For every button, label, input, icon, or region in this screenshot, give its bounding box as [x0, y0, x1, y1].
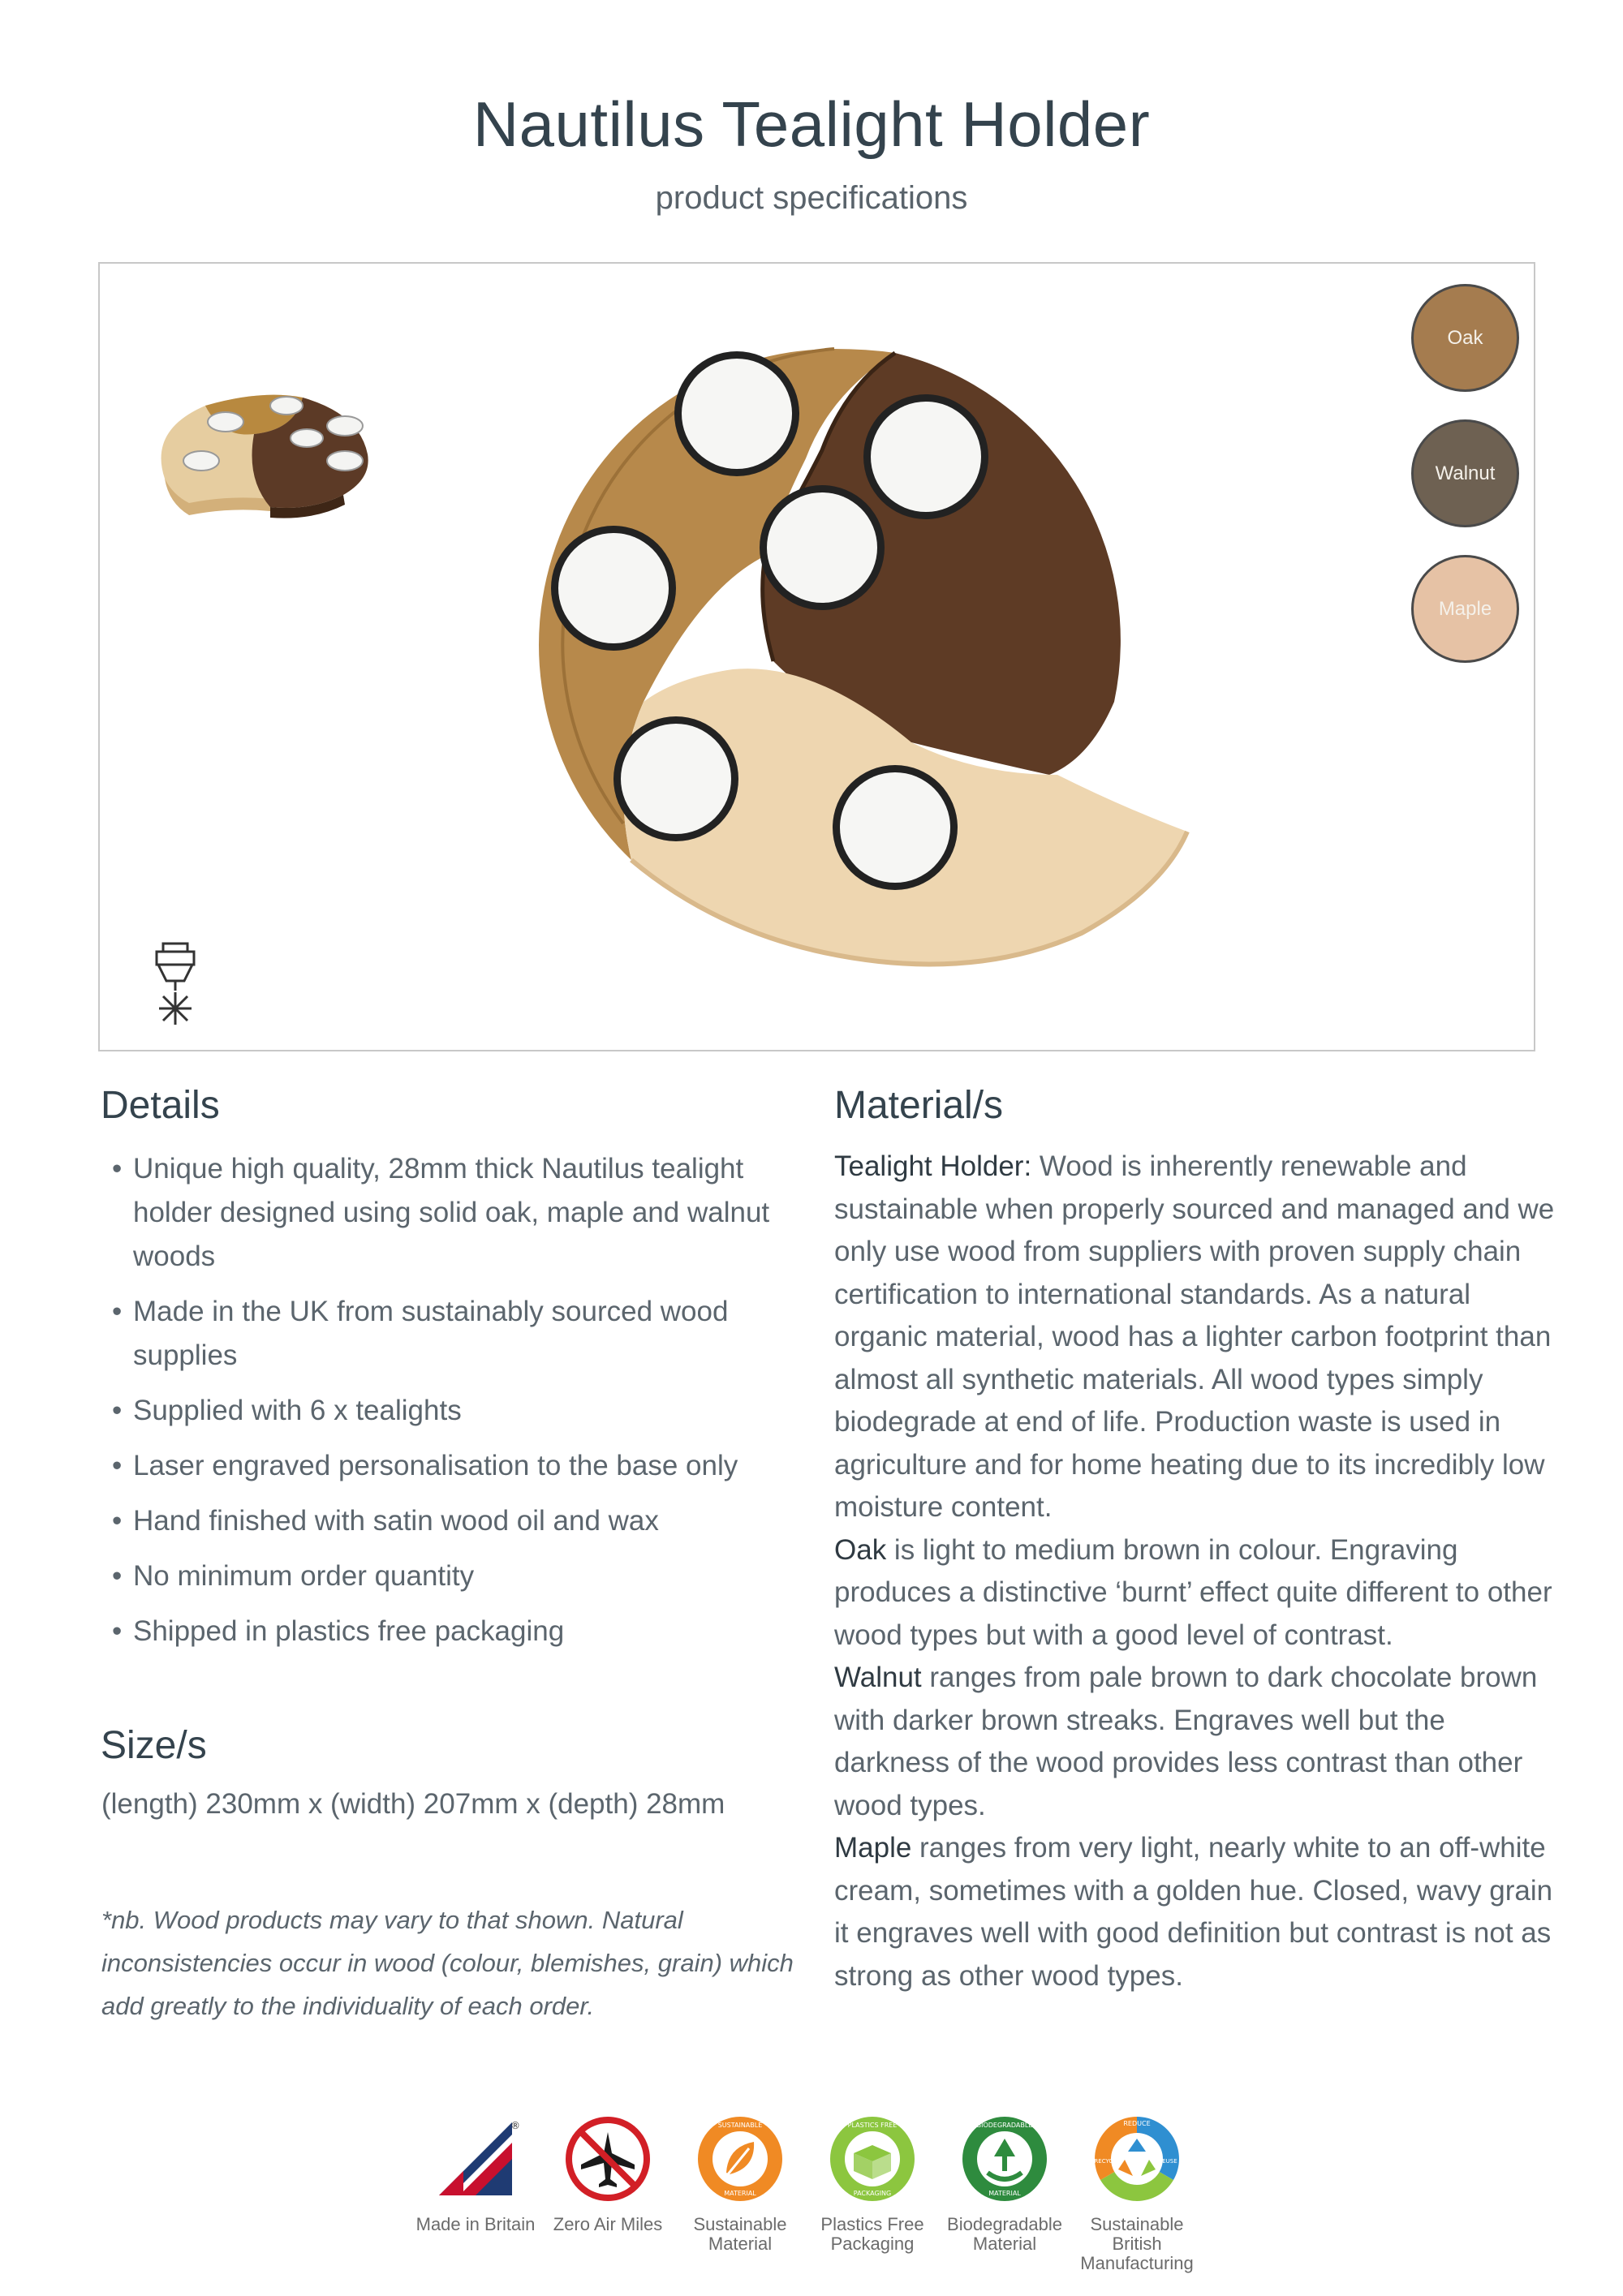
badge-plastics-free-packaging — [803, 2114, 941, 2254]
product-main-image — [489, 320, 1285, 1051]
badge-ring-text: PACKAGING — [853, 2190, 892, 2197]
badge-label: Plastics Free Packaging — [820, 2214, 924, 2254]
badge-ring-text: PLASTICS FREE — [847, 2122, 898, 2129]
badge-sustainable-material — [671, 2114, 809, 2254]
badge-ring-text: SUSTAINABLE — [717, 2122, 763, 2129]
product-thumbnail — [132, 357, 400, 519]
wood-variation-note: *nb. Wood products may vary to that shown. Natural inconsistencies occur in wood (colour, blemishes, grain) which add greatly to the individuality of each order. — [101, 1906, 794, 2020]
product-photo-frame — [98, 262, 1535, 1051]
swatch-maple-label: Maple — [1438, 597, 1492, 620]
tealight — [833, 765, 958, 890]
svg-text:®: ® — [510, 2120, 520, 2131]
material-lead: Oak — [834, 1533, 887, 1566]
list-item: • Unique high quality, 28mm thick Nautilus tealight holder designed using solid oak, maple and walnut woods — [112, 1147, 826, 1279]
tealight — [760, 485, 885, 610]
material-paragraph: Maple ranges from very light, nearly white to an off-white cream, sometimes with a golden hue. Closed, wavy grain it engraves well with good definition but contrast is not as strong as other wood types. — [834, 1832, 1553, 1992]
list-item: • Hand finished with satin wood oil and wax — [112, 1499, 826, 1543]
badge-ring-text: MATERIAL — [724, 2190, 756, 2197]
materials-heading: Material/s — [834, 1084, 1004, 1127]
list-item: • No minimum order quantity — [112, 1554, 826, 1598]
badge-ring-text: RECYCLE — [1094, 2158, 1120, 2165]
material-paragraph: Walnut ranges from pale brown to dark chocolate brown with darker brown streaks. Engraves well but the darkness of the wood provides less contrast than other wood types. — [834, 1662, 1538, 1821]
recycle-leaf-icon — [960, 2114, 1049, 2204]
leaf-icon — [695, 2114, 785, 2204]
box-icon — [828, 2114, 917, 2204]
details-heading: Details — [101, 1084, 220, 1127]
badge-biodegradable-material — [936, 2114, 1074, 2254]
badge-made-in-britain — [407, 2114, 545, 2234]
swatch-walnut[interactable] — [1411, 419, 1519, 527]
badge-label: Sustainable British Manufacturing — [1080, 2214, 1194, 2273]
page-title: Nautilus Tealight Holder — [472, 88, 1151, 160]
badge-sustainable-british-manufacturing — [1068, 2114, 1206, 2273]
details-list — [112, 1147, 826, 1665]
material-paragraph: Oak is light to medium brown in colour. Engraving produces a distinctive ‘burnt’ effect quite different to other wood types but with a good level of contrast. — [834, 1533, 1552, 1651]
materials-text — [834, 1146, 1565, 1997]
material-lead: Maple — [834, 1832, 912, 1864]
material-lead: Walnut — [834, 1662, 922, 1693]
badge-row — [0, 2114, 1623, 2277]
tealight — [613, 716, 738, 841]
badge-zero-air-miles — [539, 2114, 677, 2234]
swatch-oak-label: Oak — [1447, 326, 1483, 349]
swatch-maple[interactable] — [1411, 555, 1519, 663]
tealight — [674, 351, 799, 476]
no-airplane-icon — [563, 2114, 652, 2204]
list-item: • Made in the UK from sustainably sourced wood supplies — [112, 1290, 826, 1378]
swatch-oak[interactable] — [1411, 284, 1519, 392]
swatch-walnut-label: Walnut — [1435, 462, 1496, 484]
list-item: • Shipped in plastics free packaging — [112, 1610, 826, 1653]
recycle-icon — [1092, 2114, 1182, 2204]
badge-ring-text: BIODEGRADABLE — [976, 2122, 1033, 2129]
material-lead: Tealight Holder: — [834, 1150, 1032, 1182]
tealight — [551, 526, 676, 651]
tealight — [863, 394, 988, 519]
badge-ring-text: REUSE — [1158, 2158, 1177, 2165]
badge-label: Made in Britain — [415, 2214, 536, 2234]
list-item: • Laser engraved personalisation to the base only — [112, 1444, 826, 1488]
page-subtitle: product specifications — [655, 180, 968, 216]
union-flag-icon — [431, 2114, 520, 2204]
sizes-heading: Size/s — [101, 1724, 207, 1767]
badge-label: Biodegradable Material — [947, 2214, 1062, 2254]
laser-engrave-icon — [147, 942, 204, 1027]
badge-ring-text: MATERIAL — [988, 2190, 1021, 2197]
badge-ring-text: REDUCE — [1123, 2120, 1151, 2127]
list-item: • Supplied with 6 x tealights — [112, 1389, 826, 1433]
size-dimensions: (length) 230mm x (width) 207mm x (depth) 28mm — [101, 1788, 725, 1820]
badge-label: Zero Air Miles — [553, 2214, 663, 2234]
material-paragraph: Tealight Holder: Wood is inherently renewable and sustainable when properly sourced and managed and we only use wood from suppliers with proven supply chain certification to international standards. As a natural organic material, wood has a lighter carbon footprint than almost all synthetic materials. All wood types simply biodegrade at end of life. Production waste is used in agriculture and for home heating due to its incredibly low moisture content. — [834, 1150, 1555, 1523]
badge-label: Sustainable Material — [693, 2214, 787, 2254]
